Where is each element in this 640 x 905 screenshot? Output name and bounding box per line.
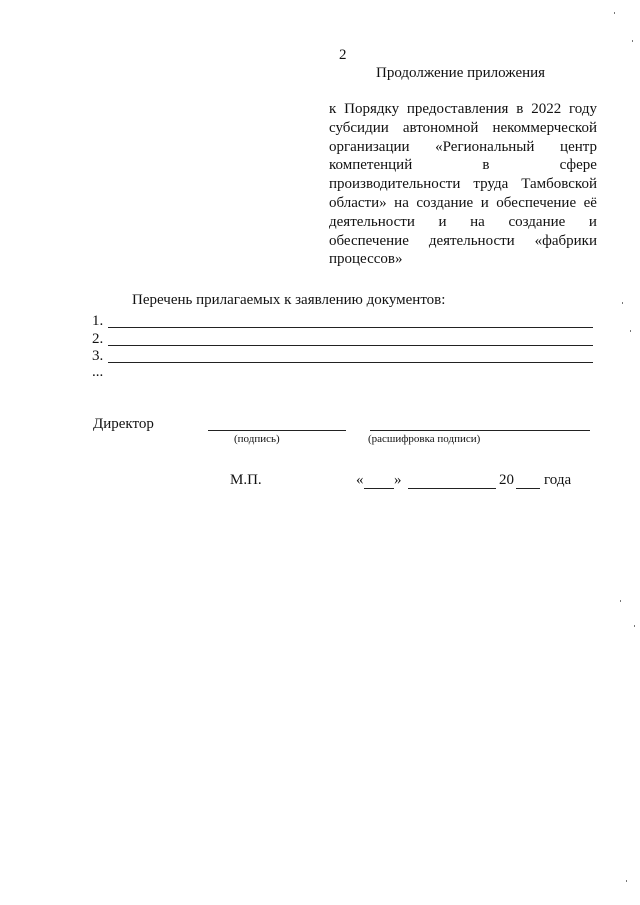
annex-word: году — [569, 101, 597, 117]
blank-line — [108, 362, 593, 363]
year-prefix: 20 — [499, 472, 514, 488]
annex-word: субсидии — [329, 119, 389, 136]
date-row — [356, 472, 576, 492]
annex-word: области» — [329, 194, 387, 211]
year-suffix: года — [544, 472, 572, 488]
annex-word: деятельности — [329, 213, 415, 230]
annex-word: создание — [508, 213, 566, 230]
documents-list-heading: Перечень прилагаемых к заявлению документов: — [132, 292, 446, 308]
page-number: 2 — [339, 47, 347, 63]
annex-word: сфере — [559, 157, 597, 174]
annex-line — [329, 156, 597, 175]
annex-line — [329, 138, 597, 157]
annex-word: в — [516, 101, 524, 117]
blank-line — [108, 345, 593, 346]
annex-word: в — [482, 157, 490, 174]
date-open-quote: « — [356, 472, 364, 488]
annex-word: некоммерческой — [492, 119, 597, 136]
year-blank — [516, 488, 540, 489]
annex-line — [329, 250, 597, 269]
annex-word: деятельности — [428, 232, 515, 249]
annex-word: на — [470, 213, 485, 230]
annex-word: к — [329, 101, 337, 117]
director-label: Директор — [93, 416, 154, 432]
annex-word: её — [583, 194, 597, 211]
annex-line — [329, 100, 597, 119]
list-item-number: 3. — [92, 348, 104, 364]
blank-line — [108, 327, 593, 328]
annex-word: автономной — [402, 119, 479, 136]
stamp-label: М.П. — [230, 472, 262, 488]
annex-word: Тамбовской — [521, 176, 597, 193]
scan-speck — [626, 880, 627, 882]
list-ellipsis: ... — [92, 364, 104, 380]
annex-word: организации — [329, 138, 410, 155]
scan-speck — [630, 330, 631, 332]
day-blank — [364, 488, 394, 489]
annex-word: труда — [473, 176, 509, 193]
annex-line — [329, 213, 597, 232]
month-blank — [408, 488, 496, 489]
annex-word: создание — [416, 194, 474, 211]
scan-speck — [622, 302, 623, 304]
continuation-title: Продолжение приложения — [376, 65, 546, 81]
annex-word: «фабрики — [534, 232, 597, 249]
document-list-item — [92, 331, 593, 348]
date-close-quote: » — [394, 472, 402, 488]
annex-line — [329, 232, 597, 251]
annex-word: на — [394, 194, 409, 211]
annex-word: и — [588, 213, 597, 230]
annex-word: производительности — [329, 176, 461, 193]
scan-speck — [620, 600, 621, 602]
signature-caption: (подпись) — [234, 433, 280, 445]
annex-word: обеспечение — [496, 194, 577, 211]
annex-word: центр — [560, 138, 597, 155]
signature-decoding-caption: (расшифровка подписи) — [368, 433, 481, 445]
list-item-number: 2. — [92, 331, 104, 347]
document-list-item — [92, 313, 593, 330]
document-list-item — [92, 348, 593, 365]
annex-word: компетенций — [329, 157, 413, 174]
annex-line — [329, 194, 597, 213]
scan-speck — [614, 12, 615, 14]
annex-word: Порядку — [344, 101, 400, 117]
annex-word: предоставления — [406, 101, 509, 117]
signature-decoding-line — [370, 430, 590, 431]
scan-speck — [632, 40, 633, 42]
annex-reference — [329, 100, 597, 269]
annex-line — [329, 119, 597, 138]
list-item-number: 1. — [92, 313, 104, 329]
annex-word: «Региональный — [435, 138, 535, 155]
signature-line — [208, 430, 346, 431]
annex-word: и — [480, 194, 489, 211]
annex-word: процессов» — [329, 251, 403, 268]
scan-speck — [634, 625, 635, 627]
annex-word: 2022 — [531, 101, 562, 117]
annex-word: и — [438, 213, 447, 230]
annex-line — [329, 175, 597, 194]
annex-word: обеспечение — [329, 232, 409, 249]
